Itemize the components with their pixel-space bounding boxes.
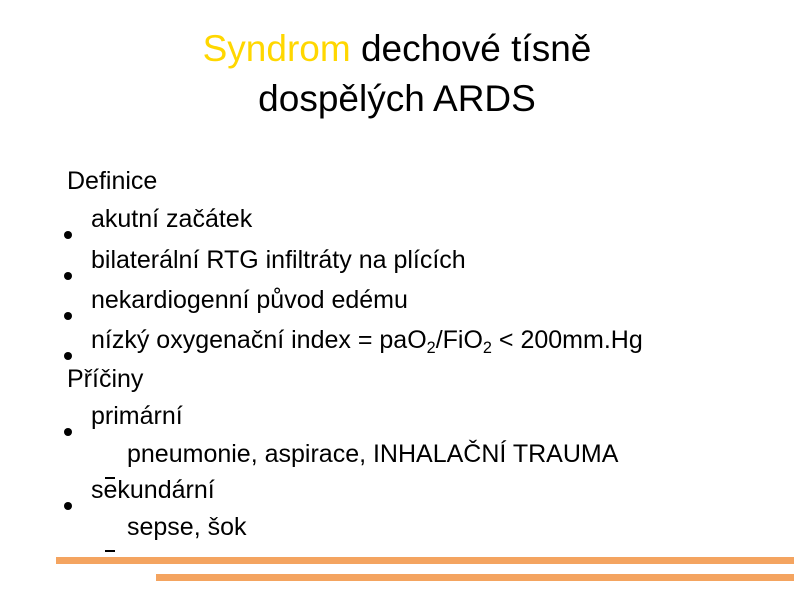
list-item-text: primární — [91, 402, 183, 430]
accent-bar-lower — [156, 574, 794, 581]
fraction-separator: /Fi — [435, 326, 464, 354]
bullet-dot-icon — [64, 272, 72, 280]
bullet-dot-icon — [64, 352, 72, 360]
title-line-1 — [0, 24, 794, 74]
sub-list-item-text: sepse, šok — [127, 513, 247, 541]
bullet-dot-icon — [64, 502, 72, 510]
oxygen-symbol: O — [463, 326, 483, 354]
causes-heading: Příčiny — [67, 365, 144, 393]
list-item-text: nekardiogenní původ edému — [91, 286, 408, 314]
threshold-value: < 200mm.Hg — [491, 326, 643, 354]
oxygenation-text — [91, 325, 643, 355]
list-item-text: akutní začátek — [91, 205, 253, 233]
oxygen-symbol: O — [407, 326, 427, 354]
title-line-2: dospělých ARDS — [258, 78, 536, 119]
sub-list-item-text: pneumonie, aspirace, INHALAČNÍ TRAUMA — [127, 440, 619, 468]
bullet-dot-icon — [64, 231, 72, 239]
bullet-dot-icon — [64, 428, 72, 436]
title-rest: dechové tísně — [350, 28, 592, 69]
definition-heading: Definice — [67, 167, 158, 195]
bullet-dot-icon — [64, 312, 72, 320]
slide-title — [0, 24, 794, 124]
subscript-2: 2 — [426, 339, 436, 357]
dash-bullet-icon — [105, 550, 115, 552]
accent-bar-upper — [56, 557, 794, 564]
title-highlight: Syndrom — [202, 28, 351, 69]
list-item-text: sekundární — [91, 476, 215, 504]
subscript-2: 2 — [482, 339, 492, 357]
oxygenation-label: nízký oxygenační index = pa — [91, 326, 408, 354]
list-item-text: bilaterální RTG infiltráty na plících — [91, 246, 466, 274]
